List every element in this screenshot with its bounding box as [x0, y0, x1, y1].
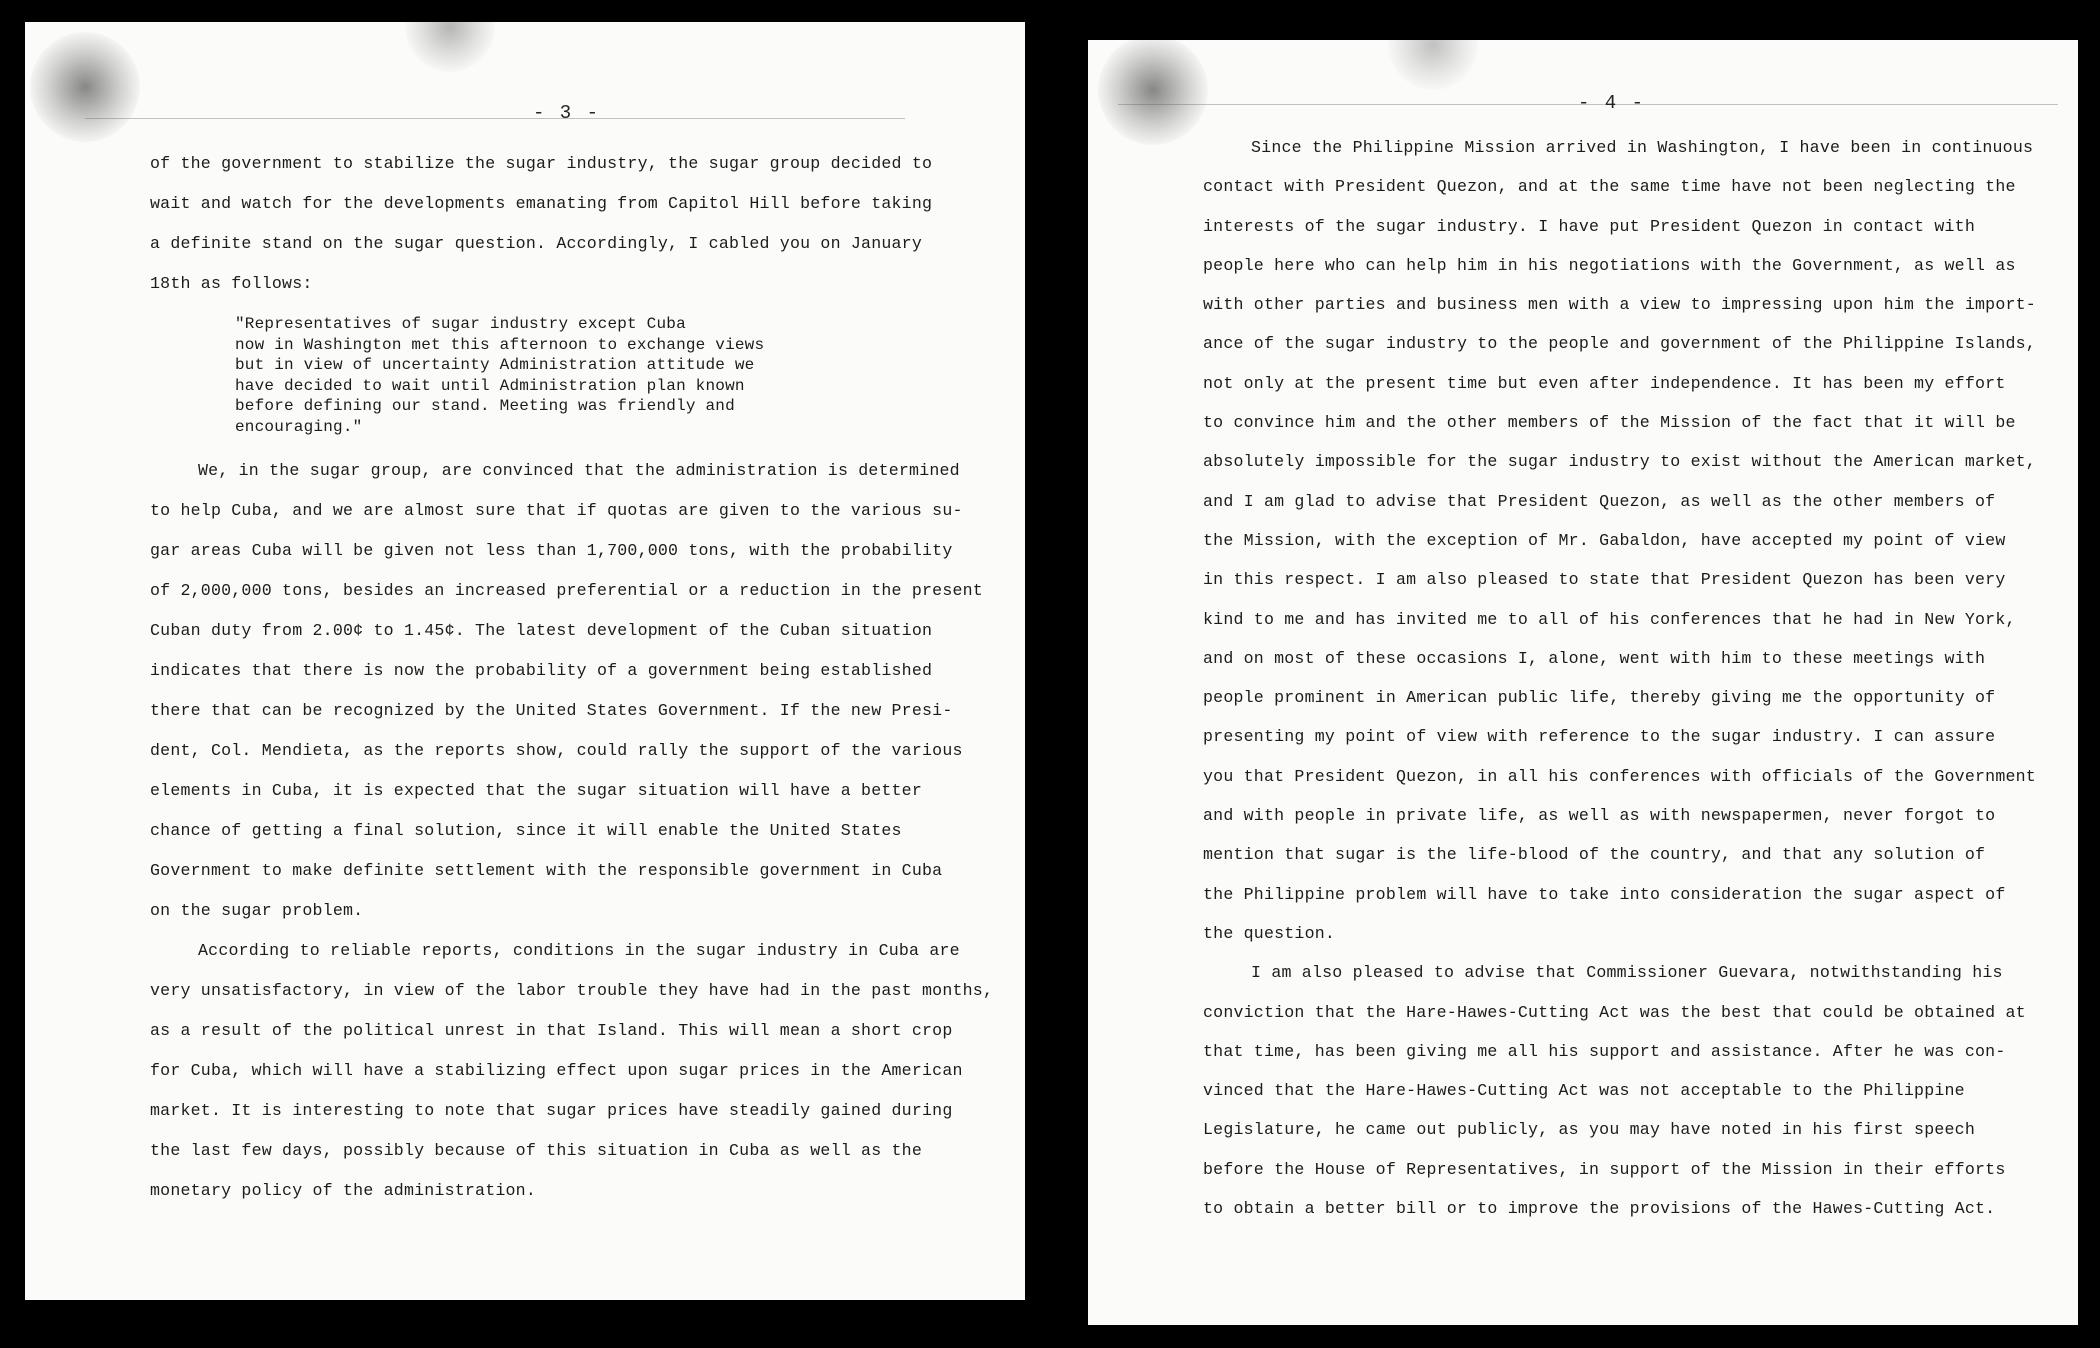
ink-smudge [1098, 40, 1208, 145]
cable-quote [235, 314, 970, 437]
text-line: Government to make definite settlement with the responsible government in Cuba [150, 861, 943, 880]
text-line: the Philippine problem will have to take into consideration the sugar aspect of [1203, 884, 2006, 904]
text-line: with other parties and business men with a view to impressing upon him the import- [1203, 295, 2036, 315]
text-line: before the House of Representatives, in support of the Mission in their efforts [1203, 1159, 2006, 1179]
document-page-4 [1088, 40, 2078, 1325]
text-line: vinced that the Hare-Hawes-Cutting Act was not acceptable to the Philippine [1203, 1081, 1965, 1101]
text-line: a definite stand on the sugar question. Accordingly, I cabled you on January [150, 234, 922, 253]
page-number: - 3 - [533, 102, 601, 124]
text-line: absolutely impossible for the sugar industry to exist without the American market, [1203, 452, 2036, 472]
text-line: market. It is interesting to note that sugar prices have steadily gained during [150, 1101, 953, 1120]
text-line: on the sugar problem. [150, 901, 364, 920]
paragraph [1203, 953, 2063, 1228]
text-line: as a result of the political unrest in that Island. This will mean a short crop [150, 1021, 953, 1040]
text-line: of the government to stabilize the sugar industry, the sugar group decided to [150, 154, 933, 173]
text-line: you that President Quezon, in all his conferences with officials of the Government [1203, 766, 2036, 786]
text-line: Since the Philippine Mission arrived in Washington, I have been in continuous [1251, 138, 2034, 157]
text-line: and I am glad to advise that President Quezon, as well as the other members of [1203, 491, 1996, 511]
text-line: chance of getting a final solution, since it will enable the United States [150, 821, 902, 840]
ink-smudge [405, 22, 495, 72]
text-line: wait and watch for the developments emanating from Capitol Hill before taking [150, 194, 933, 213]
text-line: not only at the present time but even after independence. It has been my effort [1203, 373, 2006, 393]
text-line: We, in the sugar group, are convinced that the administration is determined [198, 461, 960, 480]
text-line: elements in Cuba, it is expected that the sugar situation will have a better [150, 781, 922, 800]
text-line: the last few days, possibly because of this situation in Cuba as well as the [150, 1141, 922, 1160]
header-rule [85, 118, 905, 119]
text-line: the Mission, with the exception of Mr. Gabaldon, have accepted my point of view [1203, 530, 2006, 550]
paragraph [150, 451, 983, 931]
text-line: in this respect. I am also pleased to state that President Quezon has been very [1203, 570, 2006, 590]
quote-line: now in Washington met this afternoon to exchange views [235, 335, 765, 354]
text-line: Legislature, he came out publicly, as you may have noted in his first speech [1203, 1120, 1975, 1140]
paragraph [150, 144, 970, 304]
text-line: gar areas Cuba will be given not less than 1,700,000 tons, with the probability [150, 541, 953, 560]
paragraph [1203, 128, 2063, 953]
text-line: kind to me and has invited me to all of his conferences that he had in New York, [1203, 609, 2016, 629]
text-line: and with people in private life, as well as with newspapermen, never forgot to [1203, 806, 1996, 826]
text-line: ance of the sugar industry to the people and government of the Philippine Islands, [1203, 334, 2036, 354]
ink-smudge [1388, 40, 1478, 90]
quote-line: before defining our stand. Meeting was friendly and [235, 397, 735, 415]
text-line: monetary policy of the administration. [150, 1181, 536, 1200]
text-line: of 2,000,000 tons, besides an increased preferential or a reduction in the present [150, 581, 983, 600]
text-line: people prominent in American public life, thereby giving me the opportunity of [1203, 688, 1996, 708]
text-line: Cuban duty from 2.00¢ to 1.45¢. The latest development of the Cuban situation [150, 621, 933, 640]
quote-line: have decided to wait until Administration plan known [235, 376, 745, 395]
text-line: the question. [1203, 923, 1336, 943]
text-line: contact with President Quezon, and at the same time have not been neglecting the [1203, 177, 2016, 197]
text-line: people here who can help him in his negotiations with the Government, as well as [1203, 255, 2016, 275]
ink-smudge [30, 32, 140, 142]
text-line: presenting my point of view with reference to the sugar industry. I can assure [1203, 727, 1996, 747]
document-page-3 [25, 22, 1025, 1300]
text-line: to help Cuba, and we are almost sure that if quotas are given to the various su- [150, 501, 963, 520]
paragraph [150, 931, 994, 1211]
text-line: indicates that there is now the probability of a government being established [150, 661, 933, 680]
text-line: interests of the sugar industry. I have put President Quezon in contact with [1203, 216, 1975, 236]
quote-line: "Representatives of sugar industry except Cuba [235, 315, 686, 333]
text-line: that time, has been giving me all his support and assistance. After he was con- [1203, 1041, 2006, 1061]
quote-line: encouraging." [235, 417, 363, 436]
text-line: there that can be recognized by the United States Government. If the new Presi- [150, 701, 953, 720]
page-number: - 4 - [1578, 92, 1646, 114]
text-line: to obtain a better bill or to improve the provisions of the Hawes-Cutting Act. [1203, 1199, 1996, 1219]
text-line: very unsatisfactory, in view of the labor trouble they have had in the past months, [150, 981, 994, 1000]
text-line: 18th as follows: [150, 274, 313, 293]
page-4-body [1203, 128, 2063, 1228]
text-line: and on most of these occasions I, alone, went with him to these meetings with [1203, 648, 1986, 668]
text-line: I am also pleased to advise that Commissioner Guevara, notwithstanding his [1251, 963, 2003, 983]
text-line: for Cuba, which will have a stabilizing effect upon sugar prices in the American [150, 1061, 963, 1080]
text-line: According to reliable reports, conditions in the sugar industry in Cuba are [198, 941, 960, 960]
page-3-body [150, 144, 994, 1211]
text-line: to convince him and the other members of the Mission of the fact that it will be [1203, 413, 2016, 433]
quote-line: but in view of uncertainty Administration attitude we [235, 356, 755, 374]
text-line: mention that sugar is the life-blood of the country, and that any solution of [1203, 845, 1986, 865]
text-line: conviction that the Hare-Hawes-Cutting Act was the best that could be obtained at [1203, 1002, 2026, 1022]
text-line: dent, Col. Mendieta, as the reports show, could rally the support of the various [150, 741, 963, 760]
